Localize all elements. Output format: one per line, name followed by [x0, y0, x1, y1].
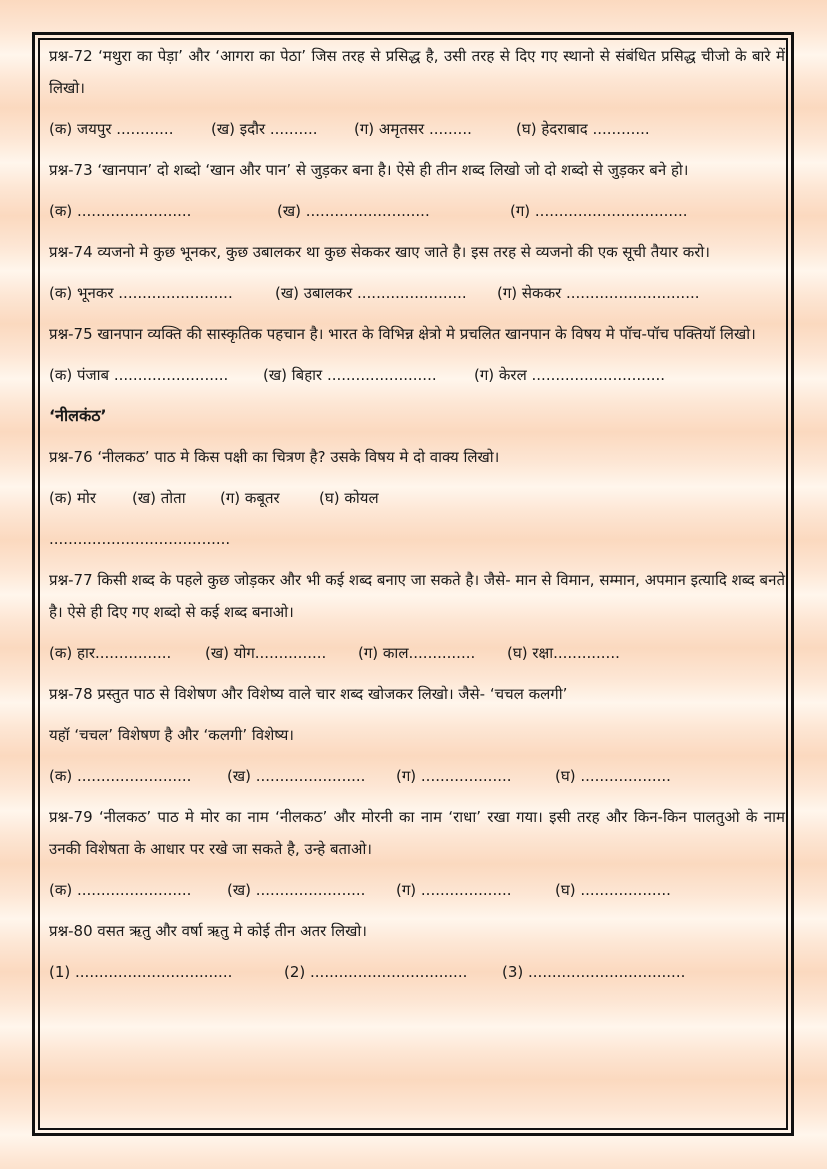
option-ga: (ग) ................................: [510, 202, 688, 220]
question-74-options: [49, 277, 785, 309]
option-kha: (ख) योग...............: [205, 644, 327, 662]
option-ga: (ग) ...................: [396, 767, 512, 785]
option-3: (3) .................................: [502, 963, 686, 981]
option-kha: (ख) .......................: [227, 881, 366, 899]
option-ga: (ग) ...................: [396, 881, 512, 899]
option-ka: (क) पंजाब ........................: [49, 366, 229, 384]
option-ga: (ग) सेककर ............................: [497, 284, 700, 302]
option-ga: (ग) काल..............: [358, 644, 476, 662]
section-title: ‘नीलकंठ’: [49, 406, 107, 425]
option-ga: (ग) केरल ............................: [474, 366, 666, 384]
question-77: प्रश्न-77 किसी शब्द के पहले कुछ जोड़कर और भी कई शब्द बनाए जा सकते है। जैसे- मान से विमान, सम्मान, अपमान इत्यादि शब्द बनते है। ऐसे ही दिए गए शब्दो से कई शब्द बनाओ।: [49, 571, 785, 621]
question-73-options: [49, 195, 785, 227]
option-kha: (ख) तोता: [132, 489, 186, 507]
question-78: प्रश्न-78 प्रस्तुत पाठ से विशेषण और विशेष्य वाले चार शब्द खोजकर लिखो। जैसे- ‘चचल कलगी’: [49, 685, 568, 703]
option-gha: (घ) कोयल: [319, 489, 379, 507]
question-76-options: [49, 482, 785, 514]
question-80: प्रश्न-80 वसत ऋतु और वर्षा ऋतु मे कोई तीन अतर लिखो।: [49, 922, 367, 940]
option-ga: (ग) अमृतसर .........: [354, 120, 472, 138]
option-ga: (ग) कबूतर: [220, 489, 280, 507]
question-73: प्रश्न-73 ‘खानपान’ दो शब्दो ‘खान और पान’ से जुड़कर बना है। ऐसे ही तीन शब्द लिखो जो दो शब्दो से जुड़कर बने हो।: [49, 161, 689, 179]
question-72-options: [49, 113, 785, 145]
option-kha: (ख) ..........................: [277, 202, 430, 220]
question-75-options: [49, 359, 785, 391]
question-78-options: [49, 760, 785, 792]
option-kha: (ख) उबालकर .......................: [275, 284, 467, 302]
option-ka: (क) ........................: [49, 202, 192, 220]
question-75: प्रश्न-75 खानपान व्यक्ति की सास्कृतिक पहचान है। भारत के विभिन्न क्षेत्रो मे प्रचलित खानपान के विषय मे पॉच-पॉच पक्तियॉ लिखो।: [49, 325, 756, 343]
question-76: प्रश्न-76 ‘नीलकठ’ पाठ मे किस पक्षी का चित्रण है? उसके विषय मे दो वाक्य लिखो।: [49, 448, 500, 466]
question-79-options: [49, 874, 785, 906]
option-gha: (घ) ...................: [555, 881, 671, 899]
option-gha: (घ) हेदराबाद ............: [516, 120, 650, 138]
question-79: प्रश्न-79 ‘नीलकठ’ पाठ मे मोर का नाम ‘नीलकठ’ और मोरनी का नाम ‘राधा’ रखा गया। इसी तरह और किन-किन पालतुओ के नाम उनकी विशेषता के आधार पर रखे जा सकते है, उन्हे बताओ।: [49, 808, 785, 858]
option-gha: (घ) रक्षा..............: [507, 644, 620, 662]
option-kha: (ख) बिहार .......................: [263, 366, 437, 384]
question-72: प्रश्न-72 ‘मथुरा का पेड़ा’ और ‘आगरा का पेठा’ जिस तरह से प्रसिद्ध है, उसी तरह से दिए गए स्थानो से संबंधित प्रसिद्ध चीजो के बारे में लिखो।: [49, 47, 785, 97]
option-kha: (ख) .......................: [227, 767, 366, 785]
option-ka: (क) भूनकर ........................: [49, 284, 233, 302]
option-ka: (क) ........................: [49, 881, 192, 899]
option-gha: (घ) ...................: [555, 767, 671, 785]
option-ka: (क) हार................: [49, 644, 172, 662]
question-80-options: [49, 956, 785, 988]
question-78-note: यहॉ ‘चचल’ विशेषण है और ‘कलगी’ विशेष्य।: [49, 726, 294, 744]
option-kha: (ख) इदौर ..........: [211, 120, 318, 138]
option-1: (1) .................................: [49, 963, 233, 981]
option-ka: (क) मोर: [49, 489, 96, 507]
question-77-options: [49, 637, 785, 669]
option-2: (2) .................................: [284, 963, 468, 981]
worksheet-content: [49, 40, 785, 988]
option-ka: (क) जयपुर ............: [49, 120, 174, 138]
question-74: प्रश्न-74 व्यजनो मे कुछ भूनकर, कुछ उबालकर था कुछ सेककर खाए जाते है। इस तरह से व्यजनो की एक सूची तैयार करो।: [49, 243, 710, 261]
option-ka: (क) ........................: [49, 767, 192, 785]
question-76-answer-line: ......................................: [49, 530, 231, 548]
